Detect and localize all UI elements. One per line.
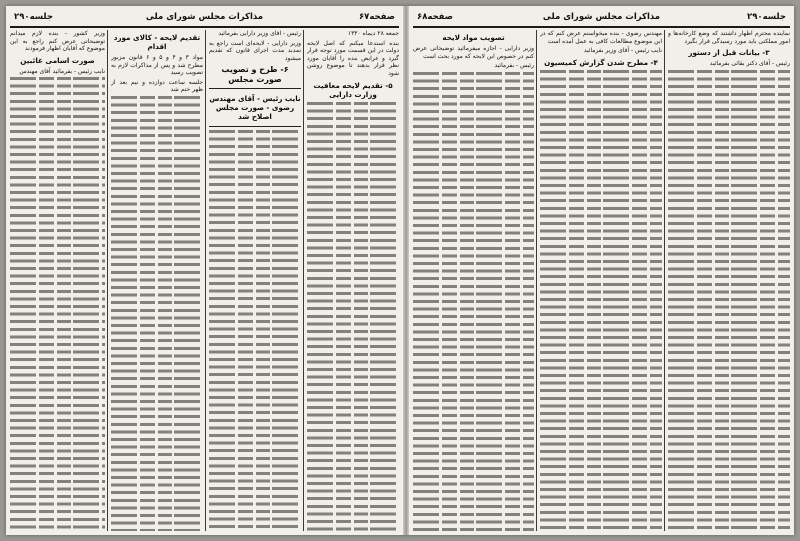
column-paragraph: مهندس رضوی - بنده میخواستم عرض کنم که در این موضوع مطالعات کافی به عمل آمده است: [540, 30, 662, 45]
column-paragraph: بنده استدعا میکنم که اصل لایحه دولت در این قسمت مورد توجه قرار گیرد و عرایض بنده را آقایان مورد نظر قرار بدهند تا موضوع روشن شود: [307, 39, 399, 77]
right-column-2: [540, 30, 662, 531]
column-paragraph: وزیر دارایی - اجازه میفرمائید توضیحاتی عرض کنم در خصوص این لایحه که مورد بحث است: [413, 45, 534, 60]
column-divider: [107, 30, 108, 531]
column-paragraph: وزیر کشور - بنده لازم میدانم توضیحاتی عرض کنم راجع به این موضوع که آقایان اظهار فرمودند: [10, 30, 105, 53]
column-divider: [205, 30, 206, 531]
text-block: [307, 102, 399, 531]
section-heading: ۵- تقدیم لایحه معافیت وزارت دارایی: [313, 80, 393, 99]
left-column-4: [10, 30, 105, 531]
text-block: [111, 96, 203, 531]
text-block: [540, 70, 662, 531]
text-block: [413, 72, 534, 531]
column-paragraph: رئیس - بفرمائید: [494, 62, 534, 70]
left-page-number: صفحه۶۷: [358, 12, 395, 22]
left-column-3: [111, 30, 203, 531]
column-paragraph: نایب رئیس - آقای وزیر بفرمائید: [583, 47, 662, 55]
text-block: [668, 70, 790, 531]
section-heading: تصویب مواد لایحه: [442, 33, 505, 42]
boxed-notice-text: نایب رئیس - آقای مهندس رضوی - صورت مجلس اصلاح شد: [209, 94, 301, 122]
section-heading: ۳- بیانات قبل از دستور: [688, 48, 770, 58]
boxed-notice: [209, 88, 301, 127]
column-divider: [536, 30, 537, 531]
right-page-title: مذاکرات مجلس شورای ملی: [542, 12, 661, 22]
right-page: [409, 6, 794, 535]
right-column-3: [413, 30, 534, 531]
column-paragraph: مواد ۳ و ۴ و ۵ و ۶ قانون مزبور مطرح شد و پس از مذاکرات لازم به تصویب رسید: [111, 54, 203, 77]
left-page-title: مذاکرات مجلس شورای ملی: [145, 12, 264, 22]
left-column-2: [209, 30, 301, 531]
column-divider: [664, 30, 665, 531]
left-page-header: [10, 10, 399, 28]
left-columns: [10, 30, 399, 531]
right-column-1: [668, 30, 790, 531]
section-heading: صورت اسامی غائبین: [20, 55, 95, 65]
left-issue-number: جلسه۲۹۰: [14, 12, 53, 22]
right-page-header: [413, 10, 790, 28]
left-column-1: [307, 30, 399, 531]
right-page-number: صفحه۶۸: [417, 12, 454, 22]
text-block: [209, 130, 301, 531]
column-paragraph: وزیر دارایی - لایحه‌ای است راجع به تمدید مدت اجرای قانون که تقدیم میشود: [209, 39, 301, 62]
section-heading: ۴- مطرح شدن گزارش کمیسیون: [544, 57, 658, 67]
text-block: [10, 77, 105, 531]
section-heading: ۶- طرح و تصویب صورت مجلس: [221, 65, 289, 85]
column-paragraph: جمعه ۲۸ دیماه ۱۳۳۰: [347, 30, 399, 37]
right-issue-number: جلسه۲۹۰: [747, 12, 786, 22]
right-columns: [413, 30, 790, 531]
column-paragraph: جلسه ساعت دوازده و نیم بعد از ظهر ختم شد: [111, 78, 203, 94]
column-paragraph: نماینده محترم اظهار داشتند که وضع کارخانه‌ها و امور مملکتی باید مورد رسیدگی قرار بگیرد: [668, 30, 790, 45]
newspaper-spread: [6, 6, 794, 535]
column-paragraph: رئیس - آقای دکتر بقائی بفرمائید: [709, 60, 790, 68]
left-page: [6, 6, 403, 535]
column-paragraph: نایب رئیس - بفرمائید آقای مهندس: [19, 67, 105, 75]
section-heading: تقدیم لایحه - کالای مورد اقدام: [113, 33, 201, 51]
column-divider: [303, 30, 304, 531]
column-paragraph: رئیس - آقای وزیر دارایی بفرمائید: [218, 30, 301, 37]
